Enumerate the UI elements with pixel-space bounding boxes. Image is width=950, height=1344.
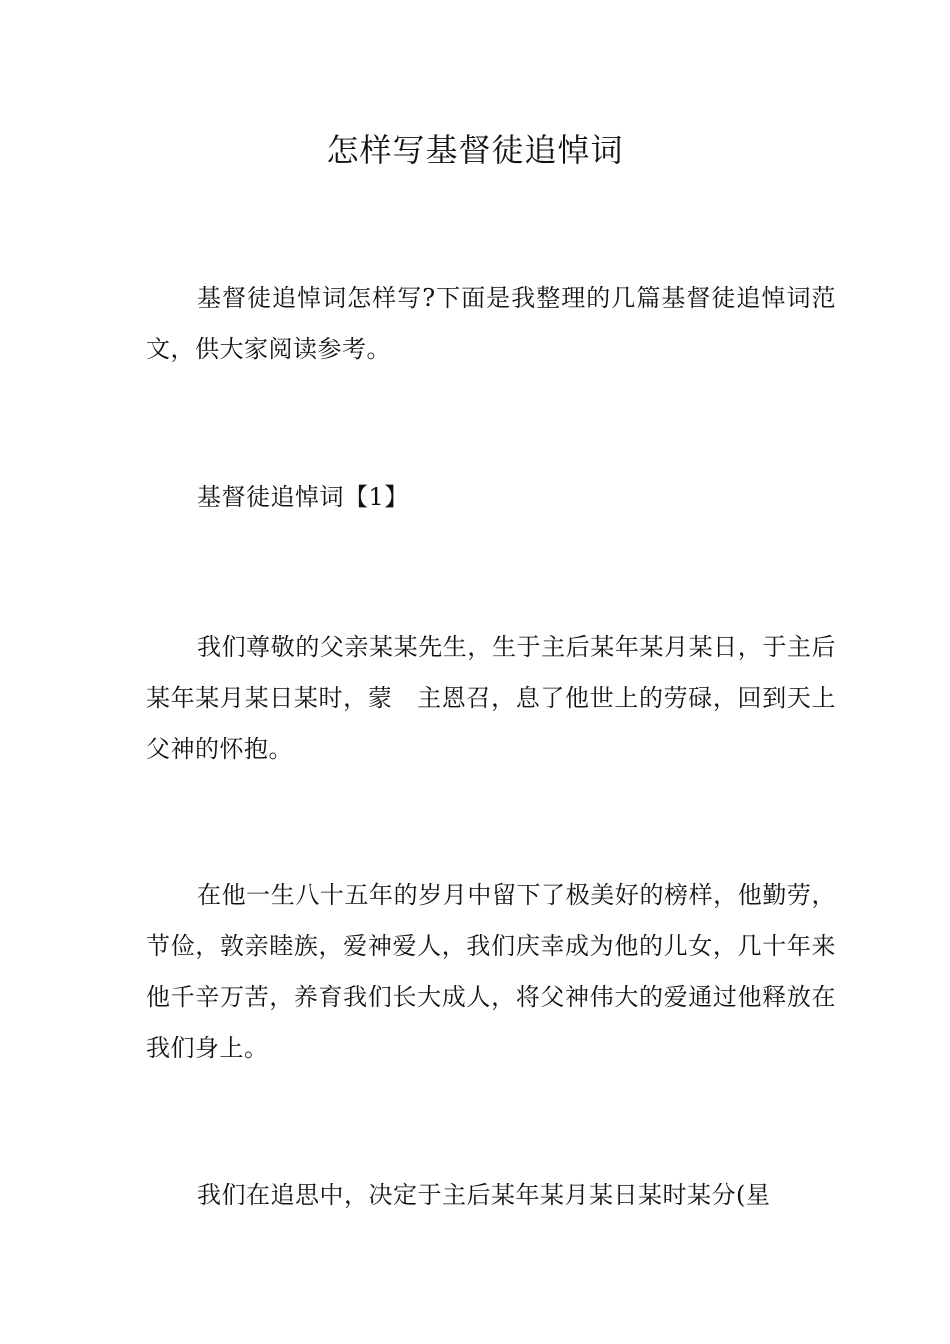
document-title: 怎样写基督徒追悼词 [326,131,624,169]
intro-paragraph: 基督徒追悼词怎样写?下面是我整理的几篇基督徒追悼词范文，供大家阅读参考。 [146,284,836,363]
section-heading: 基督徒追悼词【1】 [197,483,409,511]
body-paragraph: 我们尊敬的父亲某某先生，生于主后某年某月某日，于主后某年某月某日某时，蒙 主恩召，息了他世上的劳碌，回到天上父神的怀抱。 [146,633,836,763]
body-paragraph: 在他一生八十五年的岁月中留下了极美好的榜样，他勤劳，节俭，敦亲睦族，爱神爱人，我们庆幸成为他的儿女，几十年来他千辛万苦，养育我们长大成人，将父神伟大的爱通过他释放在我们身上。 [146,881,836,1062]
body-paragraph: 我们在追思中，决定于主后某年某月某日某时某分(星 [197,1181,771,1209]
